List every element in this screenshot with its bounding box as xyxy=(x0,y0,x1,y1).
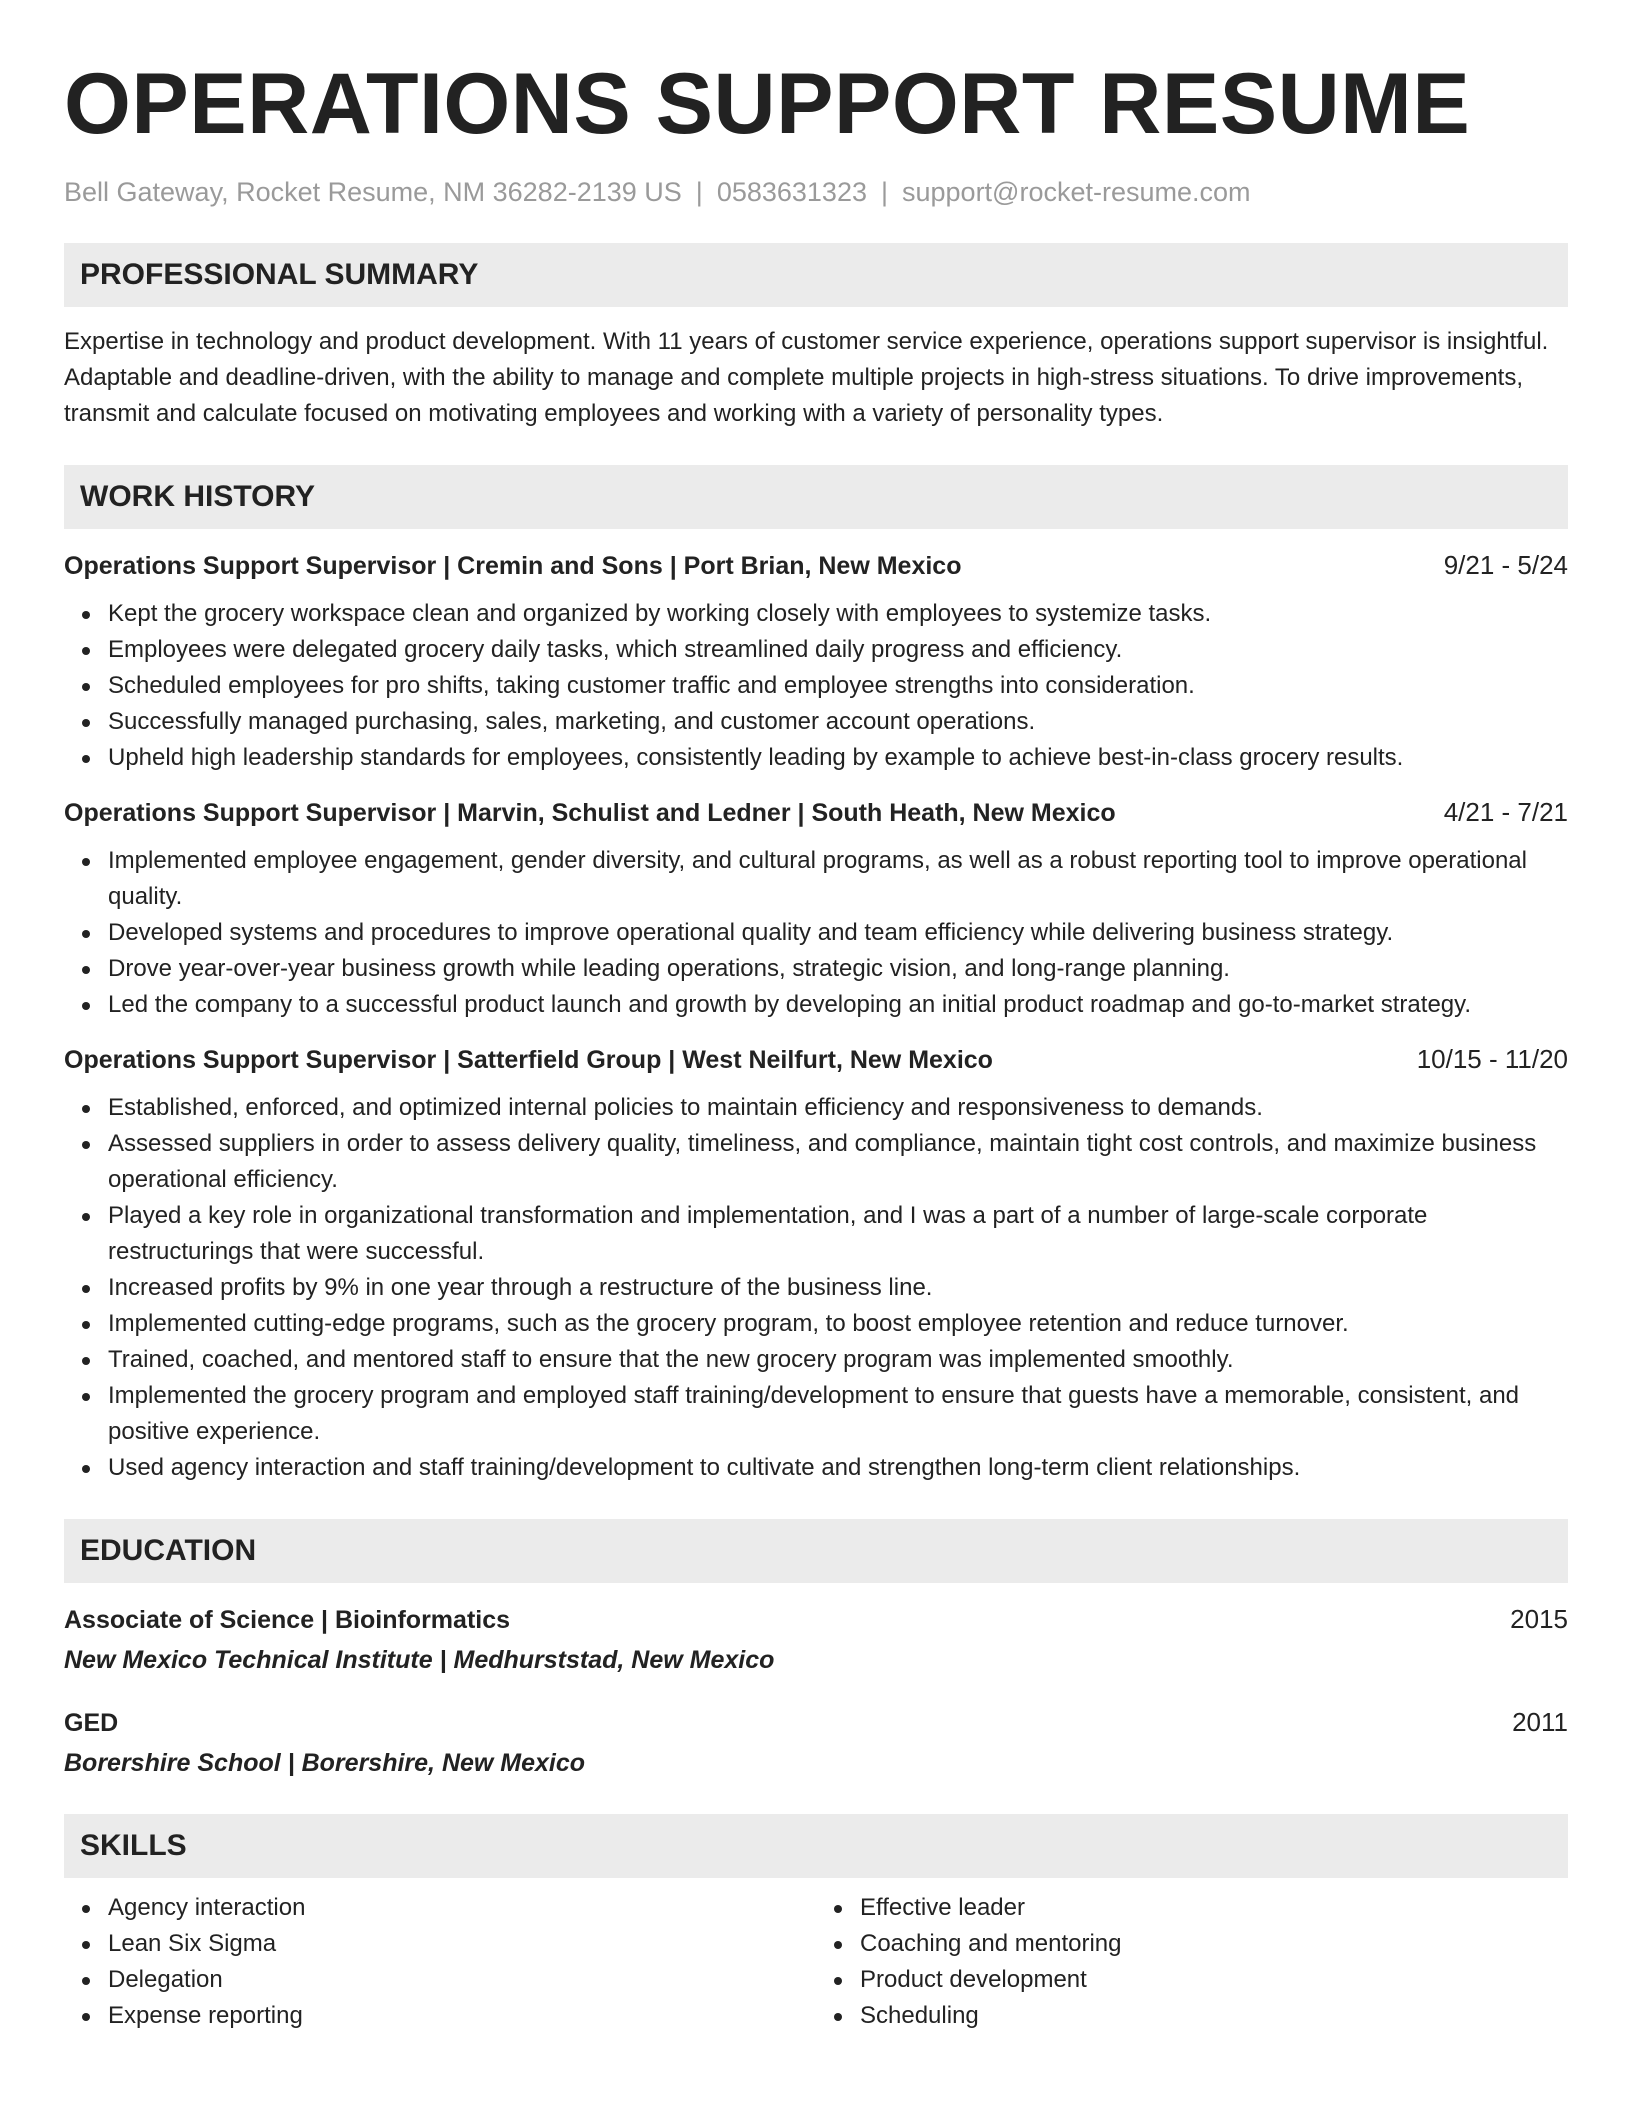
skills-columns xyxy=(64,1890,1568,2034)
section-heading-summary: PROFESSIONAL SUMMARY xyxy=(64,243,1568,307)
work-history-list xyxy=(64,547,1568,1486)
education-year: 2015 xyxy=(1510,1604,1568,1634)
education-entry xyxy=(64,1601,1568,1678)
job-bullet: Played a key role in organizational transformation and implementation, and I was a part of a number of large-scale corporate restructurings that were successful. xyxy=(108,1198,1568,1270)
job-title: Operations Support Supervisor | Marvin, Schulist and Ledner | South Heath, New Mexico xyxy=(64,799,1116,827)
job-bullets xyxy=(64,843,1568,1023)
job-header xyxy=(64,794,1568,831)
education-school: Borershire School | Borershire, New Mexico xyxy=(64,1749,586,1777)
skill-item: Lean Six Sigma xyxy=(108,1926,816,1962)
job-bullet: Kept the grocery workspace clean and organized by working closely with employees to systemize tasks. xyxy=(108,596,1568,632)
education-degree: GED xyxy=(64,1709,119,1737)
job-dates: 9/21 - 5/24 xyxy=(1443,550,1568,580)
job-bullet: Employees were delegated grocery daily tasks, which streamlined daily progress and efficiency. xyxy=(108,632,1568,668)
contact-email: support@rocket-resume.com xyxy=(902,177,1251,207)
contact-address: Bell Gateway, Rocket Resume, NM 36282-2139 US xyxy=(64,177,682,207)
job-dates: 4/21 - 7/21 xyxy=(1443,797,1568,827)
job-bullet: Led the company to a successful product launch and growth by developing an initial product roadmap and go-to-market strategy. xyxy=(108,987,1568,1023)
contact-phone: 0583631323 xyxy=(716,177,867,207)
skills-column-left xyxy=(64,1890,816,2034)
skill-item: Coaching and mentoring xyxy=(860,1926,1568,1962)
job-header xyxy=(64,547,1568,584)
job-bullet: Implemented employee engagement, gender diversity, and cultural programs, as well as a robust reporting tool to improve operational quality. xyxy=(108,843,1568,915)
job-entry xyxy=(64,1041,1568,1486)
resume-page xyxy=(64,58,1568,2034)
job-bullets xyxy=(64,596,1568,776)
education-school: New Mexico Technical Institute | Medhurststad, New Mexico xyxy=(64,1646,775,1674)
education-list xyxy=(64,1601,1568,1781)
job-bullet: Upheld high leadership standards for employees, consistently leading by example to achieve best-in-class grocery results. xyxy=(108,740,1568,776)
skill-item: Product development xyxy=(860,1962,1568,1998)
contact-separator: | xyxy=(880,177,888,207)
contact-line xyxy=(64,174,1568,210)
education-degree: Associate of Science | Bioinformatics xyxy=(64,1606,511,1634)
job-bullet: Implemented cutting-edge programs, such as the grocery program, to boost employee retention and reduce turnover. xyxy=(108,1306,1568,1342)
skill-item: Expense reporting xyxy=(108,1998,816,2034)
contact-separator: | xyxy=(695,177,703,207)
job-header xyxy=(64,1041,1568,1078)
job-bullet: Drove year-over-year business growth while leading operations, strategic vision, and long-range planning. xyxy=(108,951,1568,987)
job-bullet: Increased profits by 9% in one year through a restructure of the business line. xyxy=(108,1270,1568,1306)
job-bullet: Trained, coached, and mentored staff to ensure that the new grocery program was implemented smoothly. xyxy=(108,1342,1568,1378)
job-bullet: Implemented the grocery program and employed staff training/development to ensure that guests have a memorable, consistent, and positive experience. xyxy=(108,1378,1568,1450)
resume-title: OPERATIONS SUPPORT RESUME xyxy=(64,56,1471,152)
education-header xyxy=(64,1704,1568,1741)
section-heading-work-history: WORK HISTORY xyxy=(64,465,1568,529)
section-heading-education: EDUCATION xyxy=(64,1519,1568,1583)
education-year: 2011 xyxy=(1512,1707,1568,1737)
summary-text: Expertise in technology and product development. With 11 years of customer service experience, operations support supervisor is insightful. Adaptable and deadline-driven, with the ability to manage and complete multiple projects in high-stress situations. To drive improvements, transmit and calculate focused on motivating employees and working with a variety of personality types. xyxy=(64,328,1549,427)
section-heading-skills: SKILLS xyxy=(64,1814,1568,1878)
skill-item: Scheduling xyxy=(860,1998,1568,2034)
job-entry xyxy=(64,794,1568,1023)
job-title: Operations Support Supervisor | Satterfield Group | West Neilfurt, New Mexico xyxy=(64,1046,993,1074)
job-bullet: Established, enforced, and optimized internal policies to maintain efficiency and responsiveness to demands. xyxy=(108,1090,1568,1126)
job-bullets xyxy=(64,1090,1568,1486)
job-dates: 10/15 - 11/20 xyxy=(1416,1044,1568,1074)
job-bullet: Scheduled employees for pro shifts, taking customer traffic and employee strengths into consideration. xyxy=(108,668,1568,704)
skill-item: Agency interaction xyxy=(108,1890,816,1926)
job-bullet: Developed systems and procedures to improve operational quality and team efficiency while delivering business strategy. xyxy=(108,915,1568,951)
job-title: Operations Support Supervisor | Cremin and Sons | Port Brian, New Mexico xyxy=(64,552,962,580)
education-header xyxy=(64,1601,1568,1638)
education-entry xyxy=(64,1704,1568,1781)
skills-column-right xyxy=(816,1890,1568,2034)
job-entry xyxy=(64,547,1568,776)
job-bullet: Assessed suppliers in order to assess delivery quality, timeliness, and compliance, maintain tight cost controls, and maximize business operational efficiency. xyxy=(108,1126,1568,1198)
skill-item: Delegation xyxy=(108,1962,816,1998)
job-bullet: Used agency interaction and staff training/development to cultivate and strengthen long-term client relationships. xyxy=(108,1450,1568,1486)
skill-item: Effective leader xyxy=(860,1890,1568,1926)
job-bullet: Successfully managed purchasing, sales, marketing, and customer account operations. xyxy=(108,704,1568,740)
